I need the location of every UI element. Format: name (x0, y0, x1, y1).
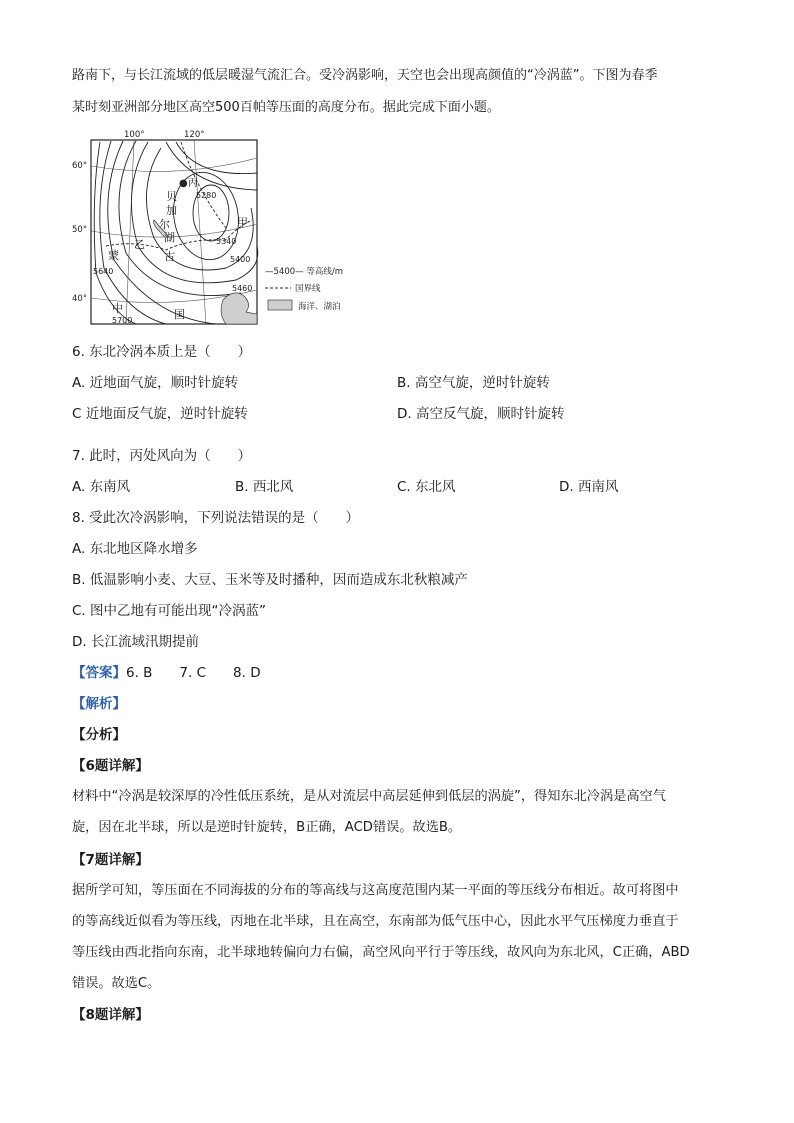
lat-label-50: 50° (72, 225, 88, 235)
q6-option-d: D. 高空反气旋，顺时针旋转 (397, 406, 565, 422)
place-bing: ●丙 (179, 178, 198, 189)
d7-line-4: 错误。故选C。 (72, 976, 161, 991)
q8-option-b: B. 低温影响小麦、大豆、玉米等及时播种，因而造成东北秋粮减产 (72, 572, 468, 588)
place-mongolia-1: 蒙 (108, 249, 119, 262)
contour-label-5460: 5460 (232, 284, 253, 293)
q8-option-c: C. 图中乙地有可能出现“冷涡蓝” (72, 603, 266, 619)
q7-option-b: B. 西北风 (235, 479, 294, 495)
contour-label-5280: 5280 (196, 191, 217, 200)
d8-label: 【8题详解】 (72, 1007, 149, 1023)
answer-value: 6. B 7. C 8. D (126, 665, 261, 681)
q6-option-c: C 近地面反气旋，逆时针旋转 (72, 406, 248, 422)
d7-line-3: 等压线由西北指向东南，北半球地转偏向力右偏，高空风向平行于等压线，故风向为东北风，C正确，ABD (72, 945, 690, 960)
answer-row (72, 661, 261, 681)
place-baikal-2: 加 (166, 204, 177, 217)
d6-line-1: 材料中“冷涡是较深厚的冷性低压系统，是从对流层中高层延伸到低层的涡旋”，得知东北冷涡是高空气 (72, 789, 666, 804)
contour-label-5340: 5340 (216, 237, 237, 246)
q6-option-b: B. 高空气旋，逆时针旋转 (397, 375, 550, 391)
contour-label-5700: 5700 (112, 316, 133, 325)
analysis-label: 【解析】 (72, 696, 126, 712)
q6-stem: 6. 东北冷涡本质上是（ ） (72, 344, 252, 360)
place-mongolia-2: 古 (164, 250, 175, 263)
place-china-2: 国 (174, 308, 185, 321)
contour-label-5640: 5640 (93, 267, 114, 276)
q7-option-c: C. 东北风 (397, 479, 456, 495)
d6-label: 【6题详解】 (72, 758, 149, 774)
d7-line-2: 的等高线近似看为等压线，丙地在北半球，且在高空，东南部为低气压中心，因此水平气压梯度力垂直于 (72, 914, 679, 929)
fenxi-label: 【分析】 (72, 727, 126, 743)
place-jia: 甲 (237, 216, 248, 229)
lon-label-100: 100° (124, 130, 145, 140)
contour-label-5400: 5400 (230, 255, 251, 264)
legend-contour: —5400— 等高线/m (265, 267, 343, 277)
intro-line-2: 某时刻亚洲部分地区高空500百帕等压面的高度分布。据此完成下面小题。 (72, 100, 500, 115)
q8-option-d: D. 长江流域汛期提前 (72, 634, 199, 650)
legend-sea-symbol (268, 300, 292, 310)
lat-label-60: 60° (72, 161, 88, 171)
q7-option-d: D. 西南风 (559, 479, 619, 495)
place-yi: 乙 (134, 238, 145, 251)
intro-line-1: 路南下，与长江流域的低层暖湿气流汇合。受冷涡影响，天空也会出现高颜值的“冷涡蓝”。下图为春季 (72, 68, 658, 83)
lon-label-120: 120° (184, 130, 205, 140)
q7-stem: 7. 此时，丙处风向为（ ） (72, 448, 252, 464)
d7-label: 【7题详解】 (72, 852, 149, 868)
q8-option-a: A. 东北地区降水增多 (72, 541, 198, 557)
legend-border: 国界线 (295, 284, 321, 294)
place-baikal-3: 尔 (159, 218, 170, 231)
q7-option-a: A. 东南风 (72, 479, 131, 495)
q8-stem: 8. 受此次冷涡影响，下列说法错误的是（ ） (72, 510, 360, 526)
d6-line-2: 旋，因在北半球，所以是逆时针旋转，B正确，ACD错误。故选B。 (72, 820, 462, 835)
lat-label-40: 40° (72, 294, 88, 304)
contour-map-figure (66, 128, 366, 328)
legend-sea: 海洋、湖泊 (298, 302, 341, 312)
answer-label: 【答案】 (72, 665, 126, 681)
d7-line-1: 据所学可知，等压面在不同海拔的分布的等高线与这高度范围内某一平面的等压线分布相近。故可将图中 (72, 883, 679, 898)
q6-option-a: A. 近地面气旋，顺时针旋转 (72, 375, 239, 391)
place-china-1: 中 (112, 302, 123, 315)
place-baikal-1: 贝 (166, 190, 177, 203)
place-baikal-4: 湖 (164, 231, 175, 244)
